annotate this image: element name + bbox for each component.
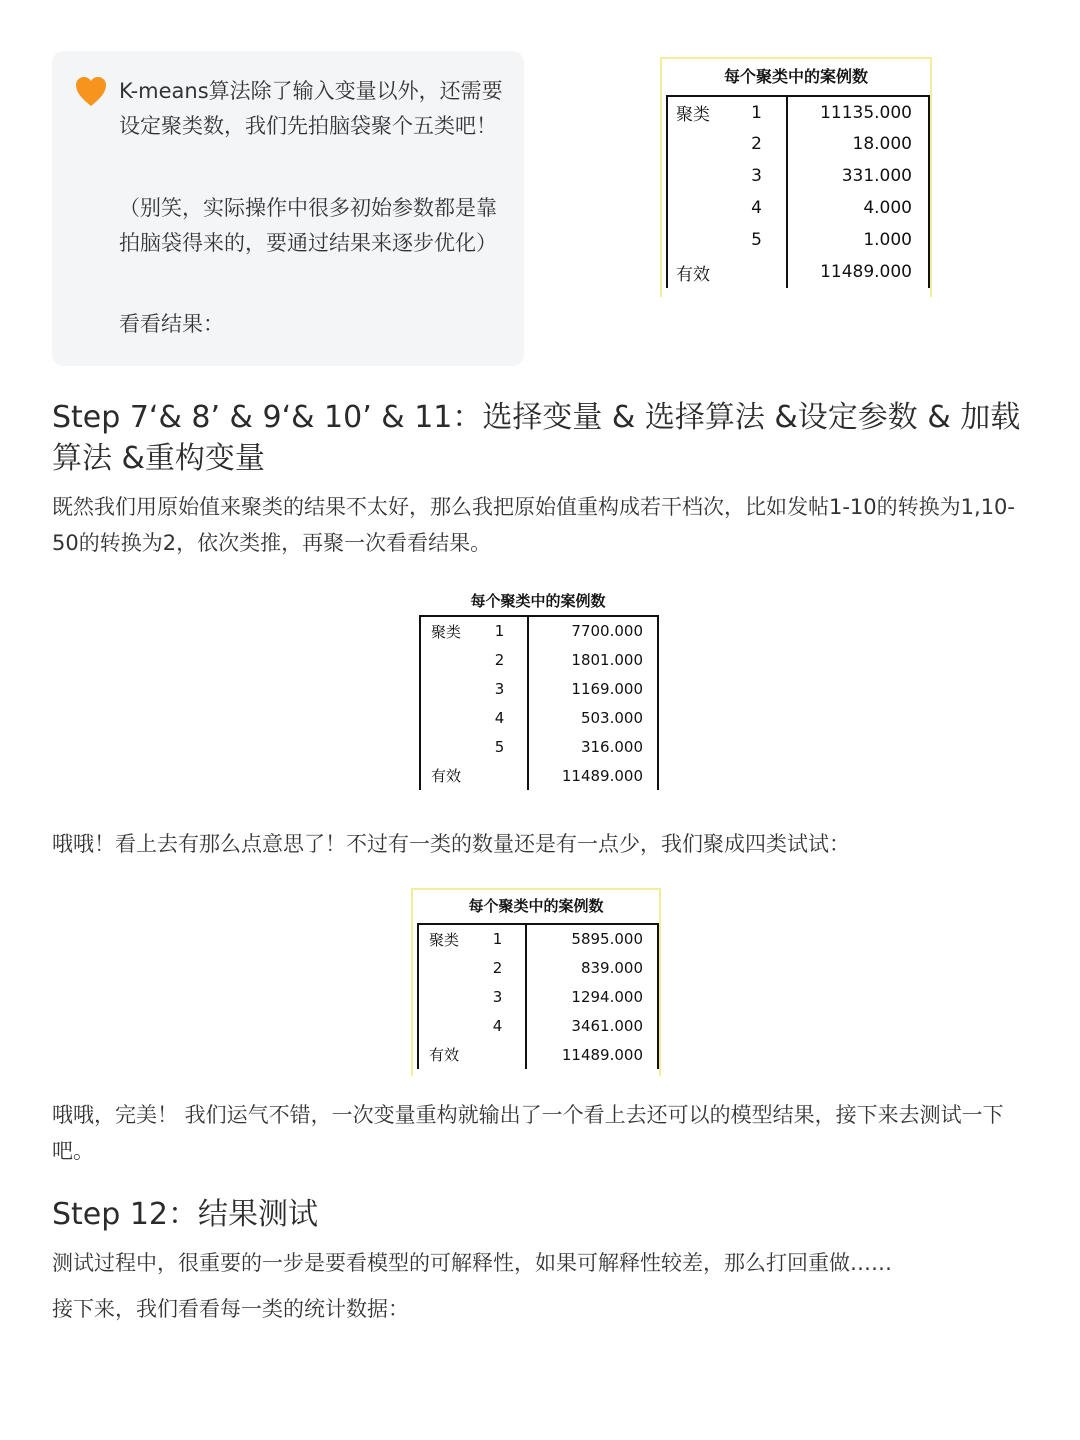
case-count: 7700.000: [528, 616, 658, 645]
row-label: 有效: [431, 767, 462, 785]
table-title: 每个聚类中的案例数: [468, 897, 604, 915]
cluster-count-grid: [419, 615, 659, 790]
row-label: [667, 160, 727, 192]
cluster-number: 3: [492, 987, 503, 1006]
step7-heading: Step 7‘& 8’ & 9‘& 10’ & 11：选择变量 & 选择算法 &设定参数 & 加载算法 &重构变量: [52, 400, 1021, 476]
cluster-number: 3: [751, 166, 762, 186]
tip-callout: [52, 51, 524, 366]
cluster-number: 4: [492, 1016, 503, 1035]
step12-heading: Step 12：结果测试: [52, 1197, 319, 1232]
table-row: [420, 616, 658, 645]
cluster-number: [470, 1040, 526, 1069]
row-label: [420, 645, 472, 674]
case-count: 5895.000: [526, 924, 658, 953]
case-count: 11489.000: [528, 761, 658, 790]
row-label: 聚类: [429, 930, 460, 949]
callout-text-3: 看看结果：: [119, 312, 224, 336]
table-row: [420, 732, 658, 761]
table-row: [418, 953, 658, 982]
table-title: 每个聚类中的案例数: [723, 67, 868, 86]
table-row: [667, 192, 929, 224]
callout-text-1: K-means算法除了输入变量以外，还需要设定聚类数，我们先拍脑袋聚个五类吧！: [119, 79, 503, 138]
cluster-number: 4: [494, 708, 505, 727]
observation-paragraph-1: 哦哦！看上去有那么点意思了！不过有一类的数量还是有一点少，我们聚成四类试试：: [52, 832, 850, 856]
cluster-number: 1: [492, 930, 503, 948]
case-count: 331.000: [787, 160, 929, 192]
table-row: [420, 674, 658, 703]
cluster-number: [472, 761, 528, 790]
case-count: 11489.000: [526, 1040, 658, 1069]
cluster-number: 2: [751, 134, 762, 154]
row-label: 聚类: [676, 105, 710, 125]
row-label: [418, 1011, 470, 1040]
observation-paragraph-2: 哦哦，完美！ 我们运气不错，一次变量重构就输出了一个看上去还可以的模型结果，接下来去测试一下吧。: [52, 1103, 1004, 1163]
cluster-number: 2: [494, 650, 505, 669]
table-row: [420, 703, 658, 732]
row-label: [667, 224, 727, 256]
case-count: 4.000: [787, 192, 929, 224]
case-count: 1801.000: [528, 645, 658, 674]
case-count: 1294.000: [526, 982, 658, 1011]
cluster-count-table-5-recoded: [415, 588, 661, 803]
case-count: 1169.000: [528, 674, 658, 703]
cluster-number: 4: [751, 198, 762, 218]
table-row: [667, 128, 929, 160]
row-label: 有效: [429, 1046, 460, 1064]
case-count: 839.000: [526, 953, 658, 982]
row-label: [667, 128, 727, 160]
table-row: [667, 96, 929, 128]
cluster-count-table-4-recoded: [411, 888, 661, 1076]
table-row: [667, 160, 929, 192]
row-label: [418, 953, 470, 982]
case-count: 11489.000: [787, 256, 929, 288]
cluster-number: 1: [494, 622, 505, 640]
cluster-count-grid: [666, 95, 930, 288]
cluster-number: [727, 256, 787, 288]
cluster-count-table-5-raw: [660, 57, 932, 297]
case-count: 18.000: [787, 128, 929, 160]
orange-heart-icon: [74, 75, 108, 109]
table-row: [418, 1011, 658, 1040]
next-paragraph: 接下来，我们看看每一类的统计数据：: [52, 1297, 409, 1321]
row-label: [420, 674, 472, 703]
case-count: 3461.000: [526, 1011, 658, 1040]
row-label: 有效: [676, 264, 710, 285]
case-count: 316.000: [528, 732, 658, 761]
table-row: [420, 645, 658, 674]
cluster-count-grid: [417, 923, 659, 1069]
table-row: [418, 982, 658, 1011]
test-paragraph: 测试过程中，很重要的一步是要看模型的可解释性，如果可解释性较差，那么打回重做……: [52, 1251, 892, 1275]
cluster-number: 5: [751, 230, 762, 250]
row-label: [418, 982, 470, 1011]
callout-text-2: （别笑，实际操作中很多初始参数都是靠拍脑袋得来的，要通过结果来逐步优化）: [119, 196, 497, 255]
row-label: 聚类: [431, 622, 462, 641]
table-row: [667, 256, 929, 288]
table-row: [667, 224, 929, 256]
cluster-number: 1: [751, 102, 762, 123]
row-label: [420, 732, 472, 761]
cluster-number: 3: [494, 679, 505, 698]
case-count: 11135.000: [787, 96, 929, 128]
intro-paragraph: 既然我们用原始值来聚类的结果不太好，那么我把原始值重构成若干档次，比如发帖1-10的转换为1,10-50的转换为2，依次类推，再聚一次看看结果。: [52, 495, 1015, 555]
cluster-number: 2: [492, 958, 503, 977]
row-label: [667, 192, 727, 224]
table-row: [418, 1040, 658, 1069]
table-row: [418, 924, 658, 953]
case-count: 503.000: [528, 703, 658, 732]
table-title: 每个聚类中的案例数: [470, 592, 606, 610]
row-label: [420, 703, 472, 732]
cluster-number: 5: [494, 737, 505, 756]
case-count: 1.000: [787, 224, 929, 256]
table-row: [420, 761, 658, 790]
